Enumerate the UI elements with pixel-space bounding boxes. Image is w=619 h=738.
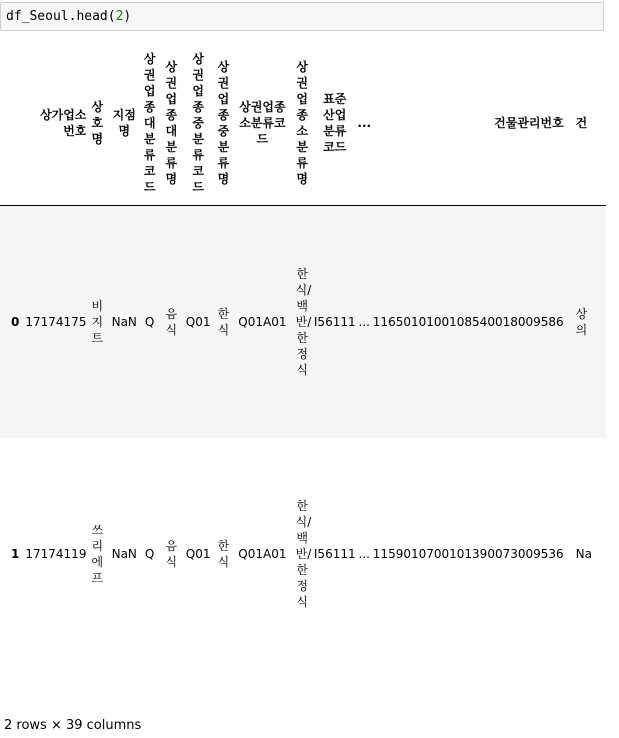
table-cell: Q01A01 [238,314,287,329]
table-cell: Q [144,546,155,561]
table-cell: 1165010100108540018009586 [372,314,564,329]
column-header: 건물관리번호 [373,40,564,206]
table-cell: 한식 [217,306,230,337]
table-cell-ellipsis: ... [358,314,370,329]
column-header: 상권업종중분류명 [213,40,235,206]
column-header: 표준산업분류코드 [314,40,356,206]
table-cell: 17174175 [25,314,87,329]
column-header: 상권업종중분류코드 [184,40,213,206]
table-cell: 1159010700101390073009536 [372,546,564,561]
table-cell: NaN [111,546,137,561]
table-cell: 음식 [165,538,178,569]
table-cell-ellipsis: ... [358,546,370,561]
table-cell: 17174119 [25,546,87,561]
column-header: 상권업종대분류명 [159,40,184,206]
table-cell: Q [144,314,155,329]
table-cell: 쓰리에프 [91,522,104,585]
table-cell: 비지트 [91,298,104,345]
table-cell: 한식 [217,538,230,569]
code-input-cell[interactable] [0,2,604,31]
dataframe-shape-footer: 2 rows × 39 columns [4,718,142,733]
dataframe-table [0,40,606,670]
table-cell: Q01A01 [238,546,287,561]
dataframe-output [0,40,606,710]
table-cell: Q01 [185,314,211,329]
column-header: 상권업종소분류코드 [234,40,290,206]
table-row [0,438,606,670]
column-header: 상가업소번호 [25,40,86,206]
table-cell: Q01 [185,546,211,561]
column-header: 지점명 [108,40,140,206]
table-cell: NaN [111,314,137,329]
table-cell: 음식 [165,306,178,337]
table-cell: I56111 [313,546,356,561]
row-index: 1 [11,546,20,561]
column-header: 상호명 [86,40,108,206]
column-header-truncated: 건 [564,40,606,206]
table-row [0,206,606,438]
table-cell-truncated: Na [575,546,593,561]
table-cell-truncated: 상의 [575,306,588,337]
table-cell: 한식/백반/한정식 [295,498,312,609]
column-header-index [0,40,25,206]
column-header-ellipsis: ... [356,40,373,206]
column-header: 상권업종소분류명 [291,40,314,206]
table-cell: 한식/백반/한정식 [295,266,312,377]
column-header: 상권업종대분류코드 [140,40,159,206]
row-index: 0 [11,314,20,329]
table-cell: I56111 [313,314,356,329]
code-text: df_Seoul.head(2) [6,9,132,24]
header-row [0,40,606,206]
